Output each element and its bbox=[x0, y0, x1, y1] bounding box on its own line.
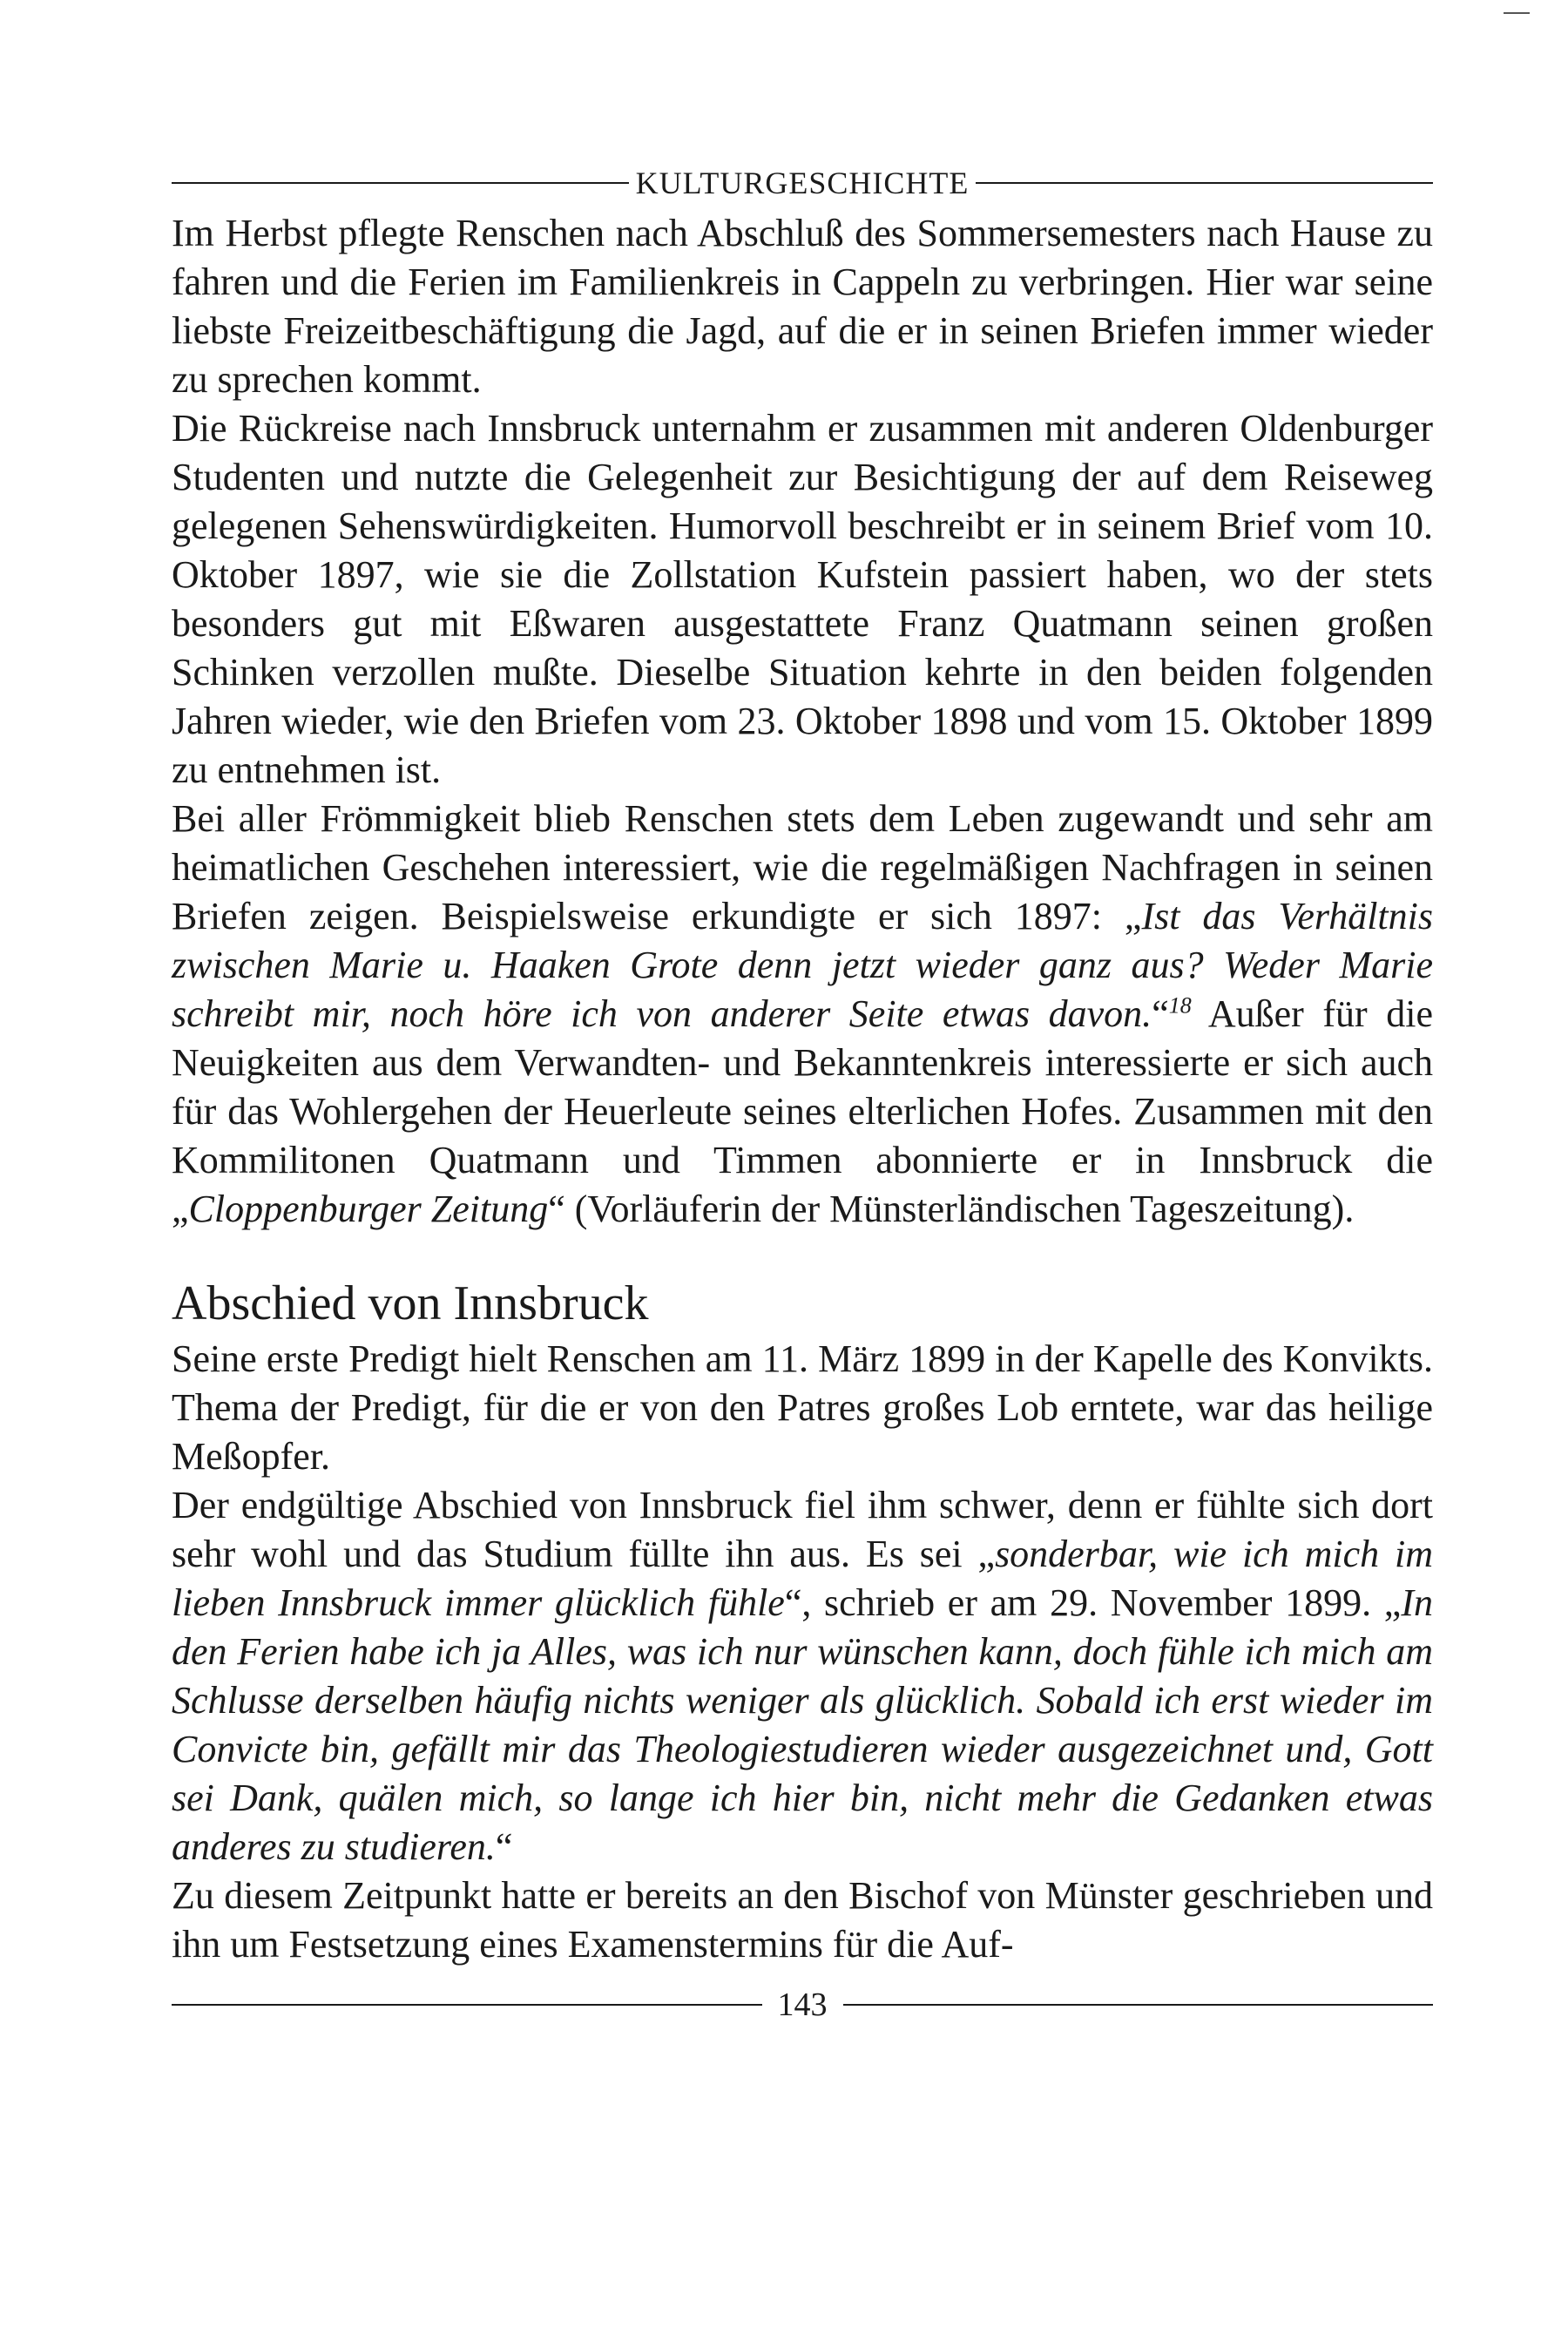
scan-corner-mark bbox=[1504, 12, 1530, 14]
header-rule-right bbox=[976, 182, 1433, 184]
page-footer bbox=[172, 1988, 1433, 2021]
header-rule-left bbox=[172, 182, 629, 184]
paragraph-3-text-a: Bei aller Frömmigkeit blieb Renschen stets dem Leben zugewandt und sehr am heimatlichen Geschehen interessiert, wie die regelmäßigen Nachfragen in seinen Briefen zeigen. Beispielsweise erkundigte er sich 1897: „ bbox=[172, 797, 1433, 937]
paragraph-6: Zu diesem Zeitpunkt hatte er bereits an den Bischof von Münster geschrieben und ihn um Festsetzung eines Examenstermins für die Auf- bbox=[172, 1874, 1433, 1966]
paragraph-5-text-e: “ bbox=[495, 1825, 513, 1868]
paragraph-1: Im Herbst pflegte Renschen nach Abschluß des Sommersemesters nach Hause zu fahren und die Ferien im Familienkreis in Cappeln zu verbringen. Hier war seine liebste Freizeitbeschäftigung die Jagd, auf die er in seinen Briefen immer wieder zu sprechen kommt. bbox=[172, 212, 1433, 401]
paragraph-5-text-a: Der endgültige Abschied von Innsbruck fiel ihm schwer, denn er fühlte sich dort sehr wohl und das Studium füllte ihn aus. Es sei „ bbox=[172, 1484, 1433, 1575]
newspaper-title: Cloppenburger Zeitung bbox=[188, 1188, 549, 1230]
paragraph-3-text-d: Außer für die Neuigkeiten aus dem Verwandten- und Bekanntenkreis interessierte er sich auch für das Wohlergehen der Heuerleute seines elterlichen Hofes. Zusammen mit den Kommilitonen Quatmann und Timmen abonnierte er in Innsbruck die „ bbox=[172, 992, 1433, 1230]
quote-italic-1: Ist das Verhältnis zwischen Marie u. Haaken Grote denn jetzt wieder ganz aus? Weder Marie schreibt mir, noch höre ich von anderer Seite etwas davon. bbox=[172, 895, 1434, 1035]
body-text bbox=[172, 209, 1433, 1969]
section-heading: Abschied von Innsbruck bbox=[172, 1276, 649, 1330]
footnote-ref: 18 bbox=[1168, 992, 1192, 1019]
quote-italic-2: sonderbar, wie ich mich im lieben Innsbruck immer glücklich fühle bbox=[172, 1533, 1433, 1624]
footer-rule-left bbox=[172, 2004, 762, 2006]
paragraph-3-text-f: “ (Vorläuferin der Münsterländischen Tageszeitung). bbox=[548, 1188, 1355, 1230]
running-head: KULTURGESCHICHTE bbox=[635, 166, 970, 200]
paragraph-5 bbox=[172, 1481, 1433, 1871]
paragraph-4: Seine erste Predigt hielt Renschen am 11. März 1899 in der Kapelle des Konvikts. Thema der Predigt, für die er von den Patres großes Lob erntete, war das heilige Meßopfer. bbox=[172, 1337, 1433, 1478]
paragraph-5-text-c: “, schrieb er am 29. November 1899. „ bbox=[784, 1581, 1402, 1624]
book-page bbox=[172, 157, 1433, 2021]
footer-rule-right bbox=[843, 2004, 1434, 2006]
page-header bbox=[172, 157, 1433, 209]
paragraph-3 bbox=[172, 795, 1433, 1234]
paragraph-2: Die Rückreise nach Innsbruck unternahm er zusammen mit anderen Oldenburger Studenten und nutzte die Gelegenheit zur Besichtigung der auf dem Reiseweg gelegenen Sehenswürdigkeiten. Humorvoll beschreibt er in seinem Brief vom 10. Oktober 1897, wie sie die Zollstation Kufstein passiert haben, wo der stets besonders gut mit Eßwaren ausgestattete Franz Quatmann seinen großen Schinken verzollen mußte. Dieselbe Situation kehrte in den beiden folgenden Jahren wieder, wie den Briefen vom 23. Oktober 1898 und vom 15. Oktober 1899 zu entnehmen ist. bbox=[172, 407, 1433, 791]
closing-quote: “ bbox=[1152, 992, 1169, 1035]
page-number: 143 bbox=[777, 1986, 828, 2023]
quote-italic-3: In den Ferien habe ich ja Alles, was ich nur wünschen kann, doch fühle ich mich am Schlusse derselben häufig nichts weniger als glücklich. Sobald ich erst wieder im Convicte bin, gefällt mir das Theologiestudieren wieder ausgezeichnet und, Gott sei Dank, quälen mich, so lange ich hier bin, nicht mehr die Gedanken etwas anderes zu studieren. bbox=[172, 1581, 1433, 1868]
